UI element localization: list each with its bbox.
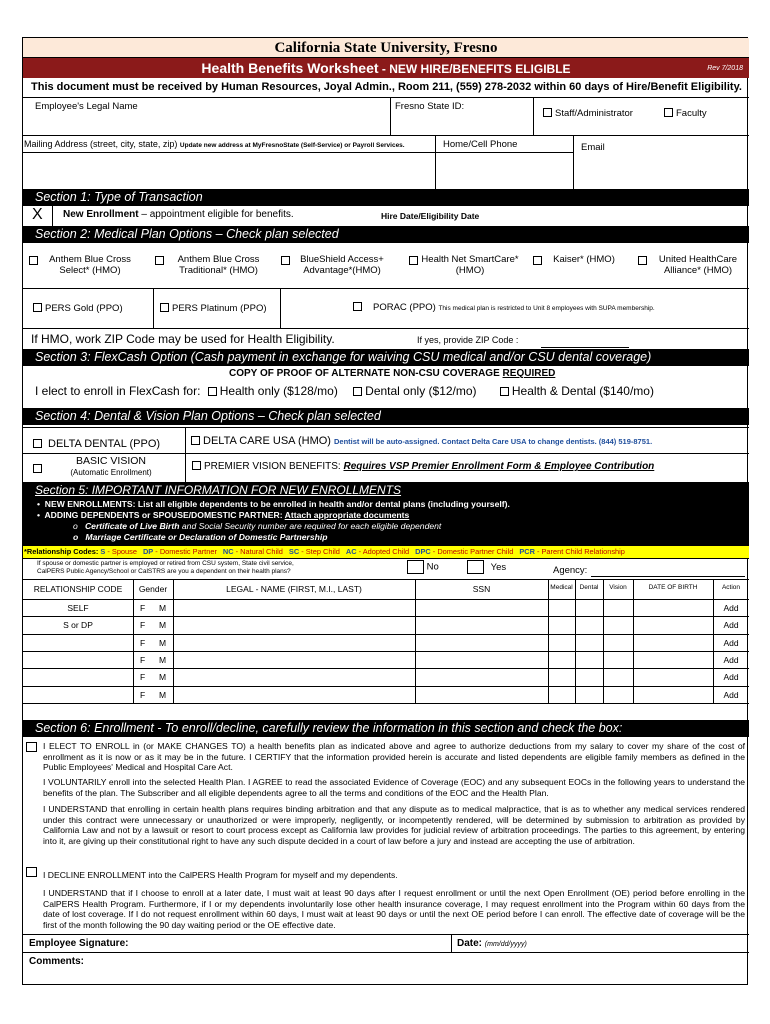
- new-enrollment-option: New Enrollment – appointment eligible for benefits.: [63, 209, 294, 220]
- hire-date-label: Hire Date/Eligibility Date: [381, 211, 480, 221]
- arbitration-text: I UNDERSTAND that enrolling in certain health plans requires binding arbitration and that any dispute as to medical malpractice, that is as to whether any medical services rendered under this contract were unnecessary or unauthorized or were improperly, negligently, or incompetently rendered, will be determined by submission to arbitration as provided by California Law and not by a lawsuit or resort to court process except as California law provides for judicial review of arbitration proceedings. The parties to this agreement, by entering into it, are giving up their constitutional right to have any such dispute decided in a court of law before a jury and instead are accepting the use of arbitration.: [43, 804, 745, 846]
- table-header: Dental: [579, 584, 599, 591]
- section2-header: Section 2: Medical Plan Options – Check plan selected: [23, 226, 749, 243]
- relationship-code-cell[interactable]: SELF: [67, 603, 89, 613]
- action-add[interactable]: Add: [723, 620, 739, 631]
- gender-male[interactable]: M: [159, 637, 167, 648]
- comments-label: Comments:: [29, 956, 85, 967]
- relationship-codes: [23, 546, 749, 558]
- agency-label: Agency:: [553, 565, 588, 576]
- medical-plan-checkbox[interactable]: [533, 256, 542, 265]
- section1-header: Section 1: Type of Transaction: [23, 189, 749, 206]
- state-id-label: Fresno State ID:: [395, 101, 465, 112]
- medical-plan-label: Kaiser* (HMO): [553, 254, 615, 265]
- revision-date: Rev 7/2018: [707, 65, 743, 72]
- gender-female[interactable]: F: [140, 654, 146, 665]
- voluntary-enroll-text: I VOLUNTARILY enroll into the selected Health Plan. I AGREE to read the associated Evidence of Coverage (EOC) and any subsequent EOCs in the following years to understand the benefits of the plan. The Subscriber and all eligible dependents agree to all the terms and conditions of the EOC and the Health Plan.: [43, 777, 745, 798]
- medical-plan-checkbox[interactable]: [155, 256, 164, 265]
- medical-plan-label: BlueShield Access+ Advantage*(HMO): [300, 254, 384, 276]
- decline-enroll-checkbox[interactable]: [26, 867, 37, 877]
- basic-vision-checkbox-box[interactable]: [33, 464, 42, 473]
- proof-required-notice: COPY OF PROOF OF ALTERNATE NON-CSU COVERAGE REQUIRED: [229, 368, 556, 379]
- legal-name-label: Employee's Legal Name: [35, 101, 138, 112]
- staff-checkbox[interactable]: [543, 108, 633, 119]
- zip-code-input[interactable]: [541, 347, 629, 348]
- signature-input[interactable]: [133, 936, 443, 952]
- relationship-code: DPC - Domestic Partner Child: [415, 547, 514, 556]
- zip-label: If yes, provide ZIP Code :: [417, 335, 519, 345]
- premier-vision-checkbox[interactable]: [192, 461, 201, 470]
- table-header: Action: [721, 584, 741, 591]
- flexcash-dental-option[interactable]: Dental only ($12/mo): [353, 384, 476, 398]
- worksheet-title-bar: [23, 58, 749, 78]
- gender-male[interactable]: M: [159, 672, 167, 683]
- medical-plan-label: Anthem Blue Cross Select* (HMO): [49, 254, 131, 276]
- medical-plan-checkbox[interactable]: [281, 256, 290, 265]
- action-add[interactable]: Add: [723, 672, 739, 683]
- flexcash-health-checkbox[interactable]: [208, 387, 217, 396]
- medical-plan-label: Anthem Blue Cross Traditional* (HMO): [177, 254, 260, 276]
- medical-plan-option[interactable]: [409, 254, 519, 276]
- porac-note: This medical plan is restricted to Unit 8 employees with SUPA membership.: [438, 305, 655, 312]
- porac-option[interactable]: PORAC (PPO) This medical plan is restricted to Unit 8 employees with SUPA membership.: [353, 302, 655, 313]
- medical-plan-option[interactable]: [533, 254, 623, 265]
- delta-care-note: Dentist will be auto-assigned. Contact Delta Care USA to change dentists. (844) 519-8751.: [334, 437, 653, 446]
- elect-enroll-checkbox[interactable]: [26, 742, 37, 752]
- section5-block: [23, 482, 749, 546]
- mailing-address-label: Mailing Address (street, city, state, zip) Update new address at MyFresnoState (Self-Service) or Payroll Services.: [24, 139, 405, 149]
- university-title: California State University, Fresno: [23, 38, 749, 58]
- worksheet-form: [22, 37, 748, 985]
- elect-enroll-text: I ELECT TO ENROLL in (or MAKE CHANGES TO) a health benefits plan as indicated above and agree to authorize deductions from my salary to cover my share of the cost of enrollment as it is now or as it may be in the future. I CERTIFY that the information provided herein is accurate and listed dependents are eligible family members as defined in the Public Employees' Medical and Hospital Care Act.: [43, 741, 745, 772]
- zip-note: If HMO, work ZIP Code may be used for Health Eligibility.: [31, 332, 335, 346]
- porac-checkbox[interactable]: [353, 302, 362, 311]
- retired-yes-checkbox[interactable]: [467, 560, 484, 574]
- section6-header: Section 6: Enrollment - To enroll/decline, carefully review the information in this section and check the box:: [23, 720, 749, 737]
- section5-header: Section 5: IMPORTANT INFORMATION FOR NEW ENROLLMENTS: [35, 483, 402, 497]
- flexcash-both-checkbox[interactable]: [500, 387, 509, 396]
- flexcash-elect: I elect to enroll in FlexCash for: Health only ($128/mo) Dental only ($12/mo) Health & Dental ($140/mo): [35, 384, 654, 398]
- staff-checkbox-box[interactable]: [543, 108, 552, 117]
- relationship-code: SC - Step Child: [288, 547, 340, 556]
- agency-input[interactable]: [591, 576, 745, 577]
- retired-no-checkbox[interactable]: [407, 560, 424, 574]
- signature-label: Employee Signature:: [29, 938, 129, 949]
- relationship-code: DP - Domestic Partner: [142, 547, 217, 556]
- medical-plan-option[interactable]: [29, 254, 139, 276]
- medical-plan-option[interactable]: [155, 254, 270, 276]
- gender-male[interactable]: M: [159, 654, 167, 665]
- premier-vision-option[interactable]: PREMIER VISION BENEFITS: Requires VSP Premier Enrollment Form & Employee Contribution: [192, 461, 654, 472]
- delta-dental-option[interactable]: DELTA DENTAL (PPO): [33, 438, 160, 450]
- relationship-code: NC - Natural Child: [222, 547, 283, 556]
- gender-female[interactable]: F: [140, 620, 146, 631]
- section5-sub-2: o Marriage Certificate or Declaration of Domestic Partnership: [73, 532, 328, 542]
- retired-yes-option[interactable]: Yes: [467, 560, 506, 574]
- action-add[interactable]: Add: [723, 637, 739, 648]
- codes-label: *Relationship Codes:: [24, 547, 101, 556]
- gender-male[interactable]: M: [159, 603, 167, 613]
- gender-male[interactable]: M: [159, 620, 167, 631]
- medical-plan-checkbox[interactable]: [409, 256, 418, 265]
- table-header: Vision: [609, 584, 627, 591]
- section5-bullet-1: • NEW ENROLLMENTS: List all eligible dependents to be enrolled in health and/or dental plans (including yourself).: [37, 499, 510, 509]
- staff-label: Staff/Administrator: [555, 108, 633, 119]
- pers-platinum-checkbox[interactable]: [160, 303, 169, 312]
- worksheet-subtitle: - NEW HIRE/BENEFITS ELIGIBLE: [378, 62, 571, 76]
- relationship-code-cell[interactable]: S or DP: [63, 620, 93, 631]
- date-label: Date: (mm/dd/yyyy): [457, 938, 527, 949]
- table-header: Medical: [550, 584, 573, 591]
- basic-vision-checkbox[interactable]: [33, 463, 45, 475]
- delta-dental-checkbox[interactable]: [33, 439, 42, 448]
- email-input[interactable]: [575, 154, 747, 190]
- flexcash-dental-checkbox[interactable]: [353, 387, 362, 396]
- section5-sub-1: o Certificate of Live Birth and Social Security number are required for each eligible dependent: [73, 521, 442, 531]
- gender-female[interactable]: F: [140, 603, 146, 613]
- retired-no-option[interactable]: No: [407, 560, 439, 574]
- pers-gold-checkbox[interactable]: [33, 303, 42, 312]
- section5-bullet-2: • ADDING DEPENDENTS or SPOUSE/DOMESTIC PARTNER: Attach appropriate documents: [37, 510, 410, 520]
- premier-vision-note: Requires VSP Premier Enrollment Form & Employee Contribution: [343, 461, 655, 472]
- gender-female[interactable]: F: [140, 689, 146, 700]
- new-enrollment-checkmark[interactable]: X: [32, 206, 43, 223]
- table-header: SSN: [472, 584, 491, 594]
- pers-gold-option[interactable]: PERS Gold (PPO): [33, 303, 123, 314]
- flexcash-both-option[interactable]: Health & Dental ($140/mo): [500, 384, 654, 398]
- retired-question: If spouse or domestic partner is employed or retired from CSU system, State civil service, CalPERS Public Agency/School or CalSTRS are you a dependent on their health plans?: [37, 560, 294, 575]
- section3-header: Section 3: FlexCash Option (Cash payment in exchange for waiving CSU medical and/or CSU dental coverage): [23, 349, 749, 366]
- relationship-code: PCR - Parent Child Relationship: [519, 547, 625, 556]
- table-header: RELATIONSHIP CODE: [33, 584, 123, 594]
- worksheet-title: Health Benefits Worksheet: [201, 60, 379, 76]
- email-label: Email: [581, 142, 605, 153]
- faculty-label: Faculty: [676, 108, 707, 119]
- action-add[interactable]: Add: [723, 689, 739, 700]
- comments-input[interactable]: [93, 954, 743, 984]
- gender-female[interactable]: F: [140, 637, 146, 648]
- action-add[interactable]: Add: [723, 654, 739, 665]
- medical-plan-option[interactable]: [281, 254, 391, 276]
- medical-plan-checkbox[interactable]: [29, 256, 38, 265]
- table-header: DATE OF BIRTH: [648, 584, 698, 591]
- gender-female[interactable]: F: [140, 672, 146, 683]
- medical-plan-option[interactable]: [638, 254, 746, 276]
- faculty-checkbox-box[interactable]: [664, 108, 673, 117]
- delta-care-checkbox[interactable]: [191, 436, 200, 445]
- delta-care-option[interactable]: DELTA CARE USA (HMO) Dentist will be auto-assigned. Contact Delta Care USA to change dentists. (844) 519-8751.: [191, 435, 652, 447]
- medical-plan-checkbox[interactable]: [638, 256, 647, 265]
- section4-header: Section 4: Dental & Vision Plan Options – Check plan selected: [23, 408, 749, 425]
- legal-name-input[interactable]: [35, 112, 390, 130]
- mailing-address-input[interactable]: [24, 154, 434, 190]
- phone-label: Home/Cell Phone: [443, 139, 518, 150]
- mailing-address-note: Update new address at MyFresnoState (Self-Service) or Payroll Services.: [179, 142, 405, 149]
- relationship-code: S - Spouse: [100, 547, 137, 556]
- late-enroll-text: I UNDERSTAND that if I choose to enroll at a later date, I must wait at least 90 days after I request enrollment or until the next Open Enrollment (OE) period before enrolling in the CalPERS Health Program. Furthermore, if I or my dependents involuntarily lose other health insurance coverage, I may request enrollment into the Program within 60 days from the date of lost coverage. If I do not request enrollment within 60 days, I must wait at least 90 days or until the next OE period before I can enroll. The effective date of coverage will be the first of the month following the 90 day waiting period or the OE effective date.: [43, 888, 745, 930]
- pers-platinum-option[interactable]: PERS Platinum (PPO): [160, 303, 267, 314]
- table-header: LEGAL - NAME (FIRST, M.I., LAST): [226, 584, 362, 594]
- action-add[interactable]: Add: [723, 603, 739, 613]
- basic-vision-label: BASIC VISION (Automatic Enrollment): [70, 455, 152, 477]
- phone-input[interactable]: [437, 154, 571, 190]
- relationship-code: AC - Adopted Child: [345, 547, 410, 556]
- medical-plan-label: Health Net SmartCare* (HMO): [421, 254, 519, 276]
- submission-notice: This document must be received by Human Resources, Joyal Admin., Room 211, (559) 278-2032 within 60 days of Hire/Benefit Eligibility.: [31, 81, 742, 93]
- decline-enroll-text: I DECLINE ENROLLMENT into the CalPERS Health Program for myself and my dependents.: [43, 870, 398, 880]
- flexcash-health-option[interactable]: Health only ($128/mo): [208, 384, 338, 398]
- medical-plan-label: United HealthCare Alliance* (HMO): [658, 254, 738, 276]
- faculty-checkbox[interactable]: [664, 108, 707, 119]
- table-header: Gender: [138, 584, 168, 594]
- gender-male[interactable]: M: [159, 689, 167, 700]
